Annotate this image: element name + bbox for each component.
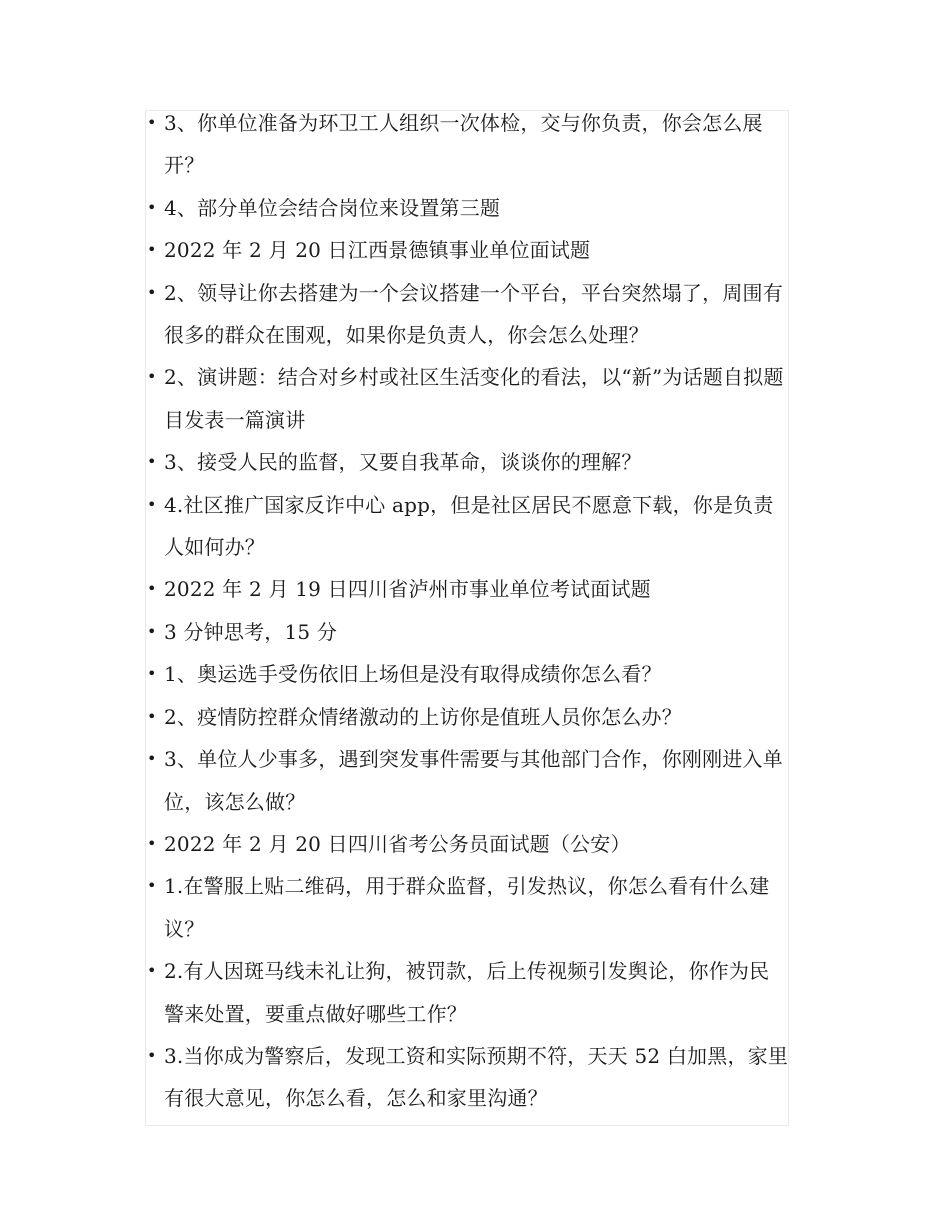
bullet-icon: •: [147, 876, 157, 896]
list-item: [145, 696, 789, 738]
bullet-icon: •: [147, 961, 157, 981]
bullet-icon: •: [147, 749, 157, 769]
list-item: [145, 653, 789, 695]
list-item: [145, 611, 789, 653]
list-item-text: 3.当你成为警察后，发现工资和实际预期不符，天天 52 白加黑，家里有很大意见，你怎么看，怎么和家里沟通？: [164, 1043, 789, 1111]
list-item: [145, 441, 789, 483]
list-item: [145, 484, 789, 569]
bullet-icon: •: [147, 664, 157, 684]
list-item-text: 3、单位人少事多，遇到突发事件需要与其他部门合作，你刚刚进入单位，该怎么做？: [164, 747, 783, 814]
list-item: [145, 950, 789, 1035]
document-body: [145, 102, 789, 1120]
list-item: [145, 356, 789, 441]
bullet-icon: •: [147, 706, 157, 726]
list-item: [145, 1035, 789, 1120]
list-item-text: 3 分钟思考，15 分: [164, 619, 338, 644]
list-item: [145, 823, 789, 865]
list-item-text: 4、部分单位会结合岗位来设置第三题: [164, 195, 501, 220]
bullet-icon: •: [147, 113, 157, 132]
list-item: [145, 102, 789, 187]
bullet-icon: •: [147, 240, 157, 260]
bullet-icon: •: [147, 579, 157, 599]
bullet-icon: •: [147, 833, 157, 853]
list-item-text: 1、奥运选手受伤依旧上场但是没有取得成绩你怎么看？: [164, 662, 662, 687]
list-item: [145, 865, 789, 950]
list-item-text: 3、你单位准备为环卫工人组织一次体检，交与你负责，你会怎么展开？: [164, 111, 763, 178]
list-item: [145, 738, 789, 823]
list-item-text: 4.社区推广国家反诈中心 app，但是社区居民不愿意下载，你是负责人如何办？: [164, 492, 774, 560]
bullet-icon: •: [147, 621, 157, 641]
bullet-icon: •: [147, 367, 157, 387]
bullet-icon: •: [147, 282, 157, 302]
list-item-text: 2、演讲题：结合对乡村或社区生活变化的看法，以“新”为话题自拟题目发表一篇演讲: [164, 365, 784, 432]
bullet-icon: •: [147, 197, 157, 217]
list-item-text: 2022 年 2 月 20 日江西景德镇事业单位面试题: [164, 238, 591, 263]
list-item: [145, 187, 789, 229]
list-item-text: 3、接受人民的监督，又要自我革命，谈谈你的理解？: [164, 450, 642, 475]
list-item-text: 2022 年 2 月 19 日四川省泸州市事业单位考试面试题: [164, 577, 651, 602]
bullet-icon: •: [147, 494, 157, 514]
list-item-text: 2022 年 2 月 20 日四川省考公务员面试题（公安）: [164, 831, 631, 856]
bullet-icon: •: [147, 452, 157, 472]
list-item: [145, 229, 789, 271]
list-item: [145, 568, 789, 610]
list-item-text: 2、疫情防控群众情绪激动的上访你是值班人员你怎么办？: [164, 704, 682, 729]
list-item-text: 1.在警服上贴二维码，用于群众监督，引发热议，你怎么看有什么建议？: [164, 874, 770, 941]
list-item-text: 2.有人因斑马线未礼让狗，被罚款，后上传视频引发舆论，你作为民警来处置，要重点做好哪些工作？: [164, 959, 770, 1026]
list-item-text: 2、领导让你去搭建为一个会议搭建一个平台，平台突然塌了，周围有很多的群众在围观，如果你是负责人，你会怎么处理？: [164, 280, 783, 348]
bullet-icon: •: [147, 1045, 157, 1065]
list-item: [145, 272, 789, 357]
